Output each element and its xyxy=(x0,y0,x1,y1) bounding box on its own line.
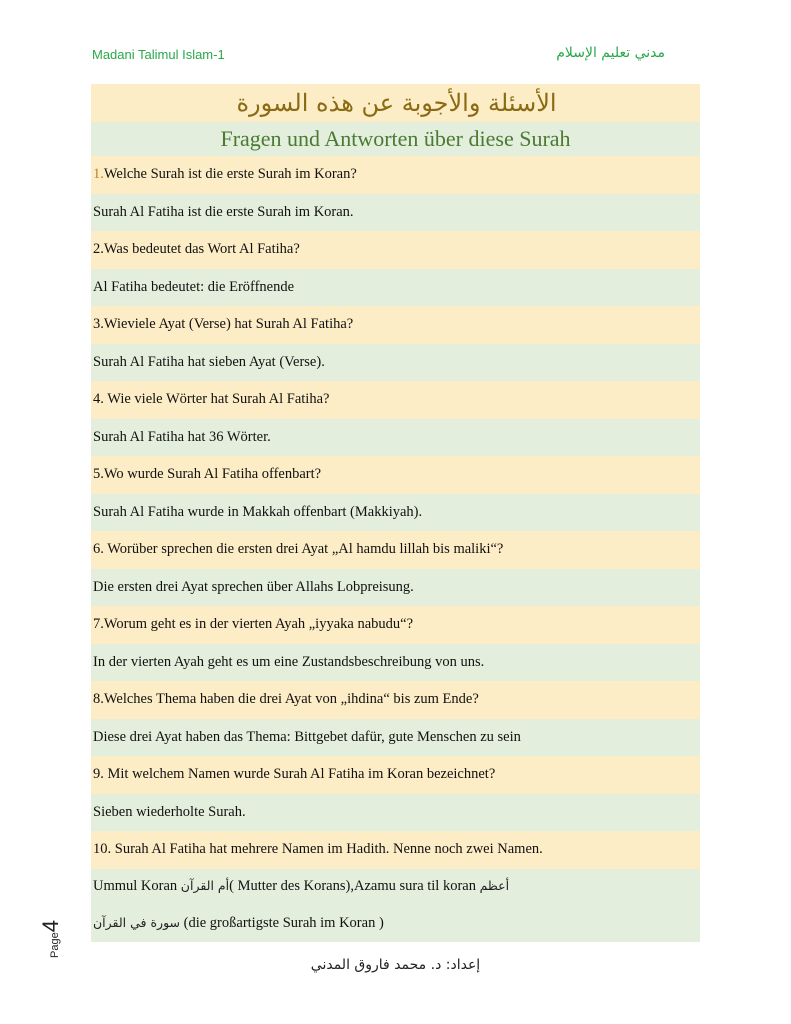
question-2: 2.Was bedeutet das Wort Al Fatiha? xyxy=(91,231,700,269)
question-6: 6. Worüber sprechen die ersten drei Ayat „Al hamdu lillah bis maliki“? xyxy=(91,531,700,569)
answer-text: ( Mutter des Korans),Azamu sura til koran xyxy=(229,878,480,894)
answer-10-line-1 xyxy=(93,878,509,895)
question-5: 5.Wo wurde Surah Al Fatiha offenbart? xyxy=(91,456,700,494)
question-number: 1. xyxy=(93,166,104,183)
answer-8: Diese drei Ayat haben das Thema: Bittgebet dafür, gute Menschen zu sein xyxy=(91,719,700,757)
question-3: 3.Wieviele Ayat (Verse) hat Surah Al Fatiha? xyxy=(91,306,700,344)
question-10: 10. Surah Al Fatiha hat mehrere Namen im Hadith. Nenne noch zwei Namen. xyxy=(91,831,700,869)
arabic-inline-text: أعظم xyxy=(479,878,510,893)
page-word: Page xyxy=(49,932,61,958)
german-title: Fragen und Antworten über diese Surah xyxy=(91,122,700,156)
answer-5: Surah Al Fatiha wurde in Makkah offenbart (Makkiyah). xyxy=(91,494,700,532)
answer-9: Sieben wiederholte Surah. xyxy=(91,794,700,832)
answer-2: Al Fatiha bedeutet: die Eröffnende xyxy=(91,269,700,307)
answer-7: In der vierten Ayah geht es um eine Zustandsbeschreibung von uns. xyxy=(91,644,700,682)
answer-10 xyxy=(91,869,700,942)
header-title-latin: Madani Talimul Islam-1 xyxy=(92,47,225,62)
arabic-inline-text: أم القرآن xyxy=(180,878,230,893)
question-7: 7.Worum geht es in der vierten Ayah „iyyaka nabudu“? xyxy=(91,606,700,644)
answer-6: Die ersten drei Ayat sprechen über Allahs Lobpreisung. xyxy=(91,569,700,607)
footer-author: إعداد: د. محمد فاروق المدني xyxy=(310,957,481,973)
question-8: 8.Welches Thema haben die drei Ayat von „ihdina“ bis zum Ende? xyxy=(91,681,700,719)
arabic-inline-text: سورة في القرآن xyxy=(93,915,181,930)
header-title-arabic: مدني تعليم الإسلام xyxy=(556,45,665,61)
page-number-label xyxy=(38,920,64,958)
question-text: Welche Surah ist die erste Surah im Koran? xyxy=(103,166,357,183)
question-4: 4. Wie viele Wörter hat Surah Al Fatiha? xyxy=(91,381,700,419)
page-number: 4 xyxy=(38,920,63,933)
answer-text: (die großartigste Surah im Koran ) xyxy=(180,915,384,931)
question-9: 9. Mit welchem Namen wurde Surah Al Fatiha im Koran bezeichnet? xyxy=(91,756,700,794)
answer-1: Surah Al Fatiha ist die erste Surah im Koran. xyxy=(91,194,700,232)
arabic-title: الأسئلة والأجوبة عن هذه السورة xyxy=(91,84,700,122)
answer-10-line-2 xyxy=(93,915,384,932)
answer-text: Ummul Koran xyxy=(93,878,181,894)
answer-4: Surah Al Fatiha hat 36 Wörter. xyxy=(91,419,700,457)
question-1 xyxy=(91,156,700,194)
qa-table xyxy=(91,84,700,942)
answer-3: Surah Al Fatiha hat sieben Ayat (Verse). xyxy=(91,344,700,382)
